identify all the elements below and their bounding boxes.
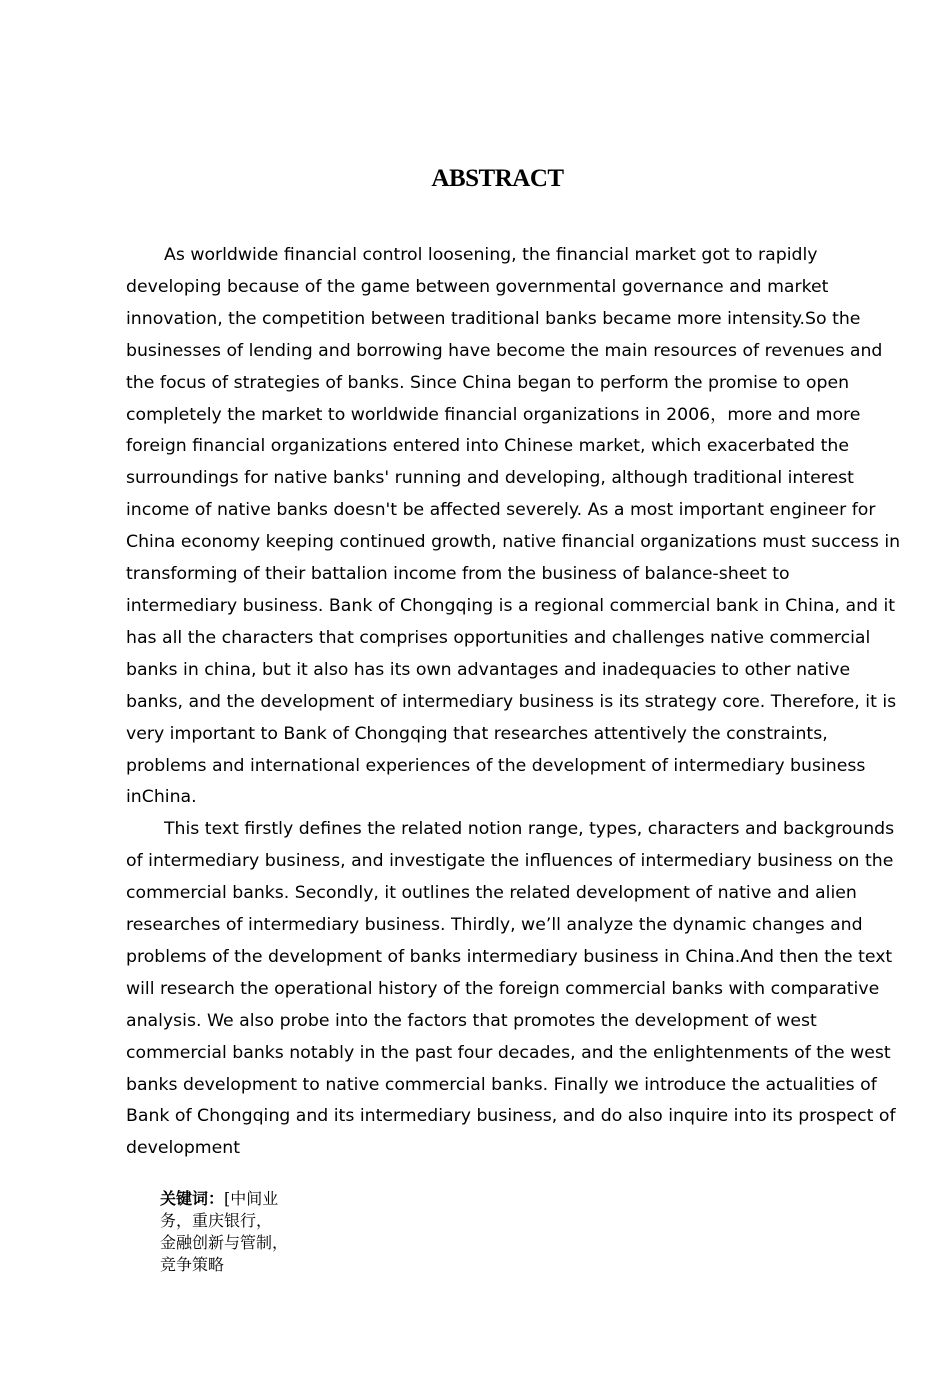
abstract-paragraph-2: This text firstly defines the related notion range, types, characters and backgrounds of intermediary business, and investigate the influences of intermediary business on the commercial banks. Secondly, it outlines the related development of native and alien researches of intermediary business. Thirdly, we’ll analyze the dynamic changes and problems of the development of banks intermediary business in China.And then the text will research the operational history of the foreign commercial banks with comparative analysis. We also probe into the factors that promotes the development of west commercial banks notably in the past four decades, and the enlightenments of the west banks development to native commercial banks. Finally we introduce the actualities of Bank of Chongqing and its intermediary business, and do also inquire into its prospect of development (126, 819, 896, 1159)
keywords-label: 关键词： (160, 1189, 225, 1208)
abstract-body (126, 240, 904, 1165)
page-title: ABSTRACT (431, 165, 564, 192)
abstract-paragraph-1: As worldwide financial control loosening, the financial market got to rapidly developing because of the game between governmental governance and market innovation, the competition between traditional banks became more intensity.So the businesses of lending and borrowing have become the main resources of revenues and the focus of strategies of banks. Since China began to perform the promise to open completely the market to worldwide financial organizations in 2006，more and more foreign financial organizations entered into Chinese market, which exacerbated the surroundings for native banks' running and developing, although traditional interest income of native banks doesn't be affected severely. As a most important engineer for China economy keeping continued growth, native financial organizations must success in transforming of their battalion income from the business of balance-sheet to intermediary business. Bank of Chongqing is a regional commercial bank in China, and it has all the characters that comprises opportunities and challenges native commercial banks in china, but it also has its own advantages and inadequacies to other native banks, and the development of intermediary business is its strategy core. Therefore, it is very important to Bank of Chongqing that researches attentively the constraints, problems and international experiences of the development of intermediary business inChina. (126, 245, 901, 808)
keywords-text: [中间业 务，重庆银行， 金融创新与管制， 竞争策略 (160, 1189, 289, 1274)
keywords-block (160, 1188, 310, 1276)
